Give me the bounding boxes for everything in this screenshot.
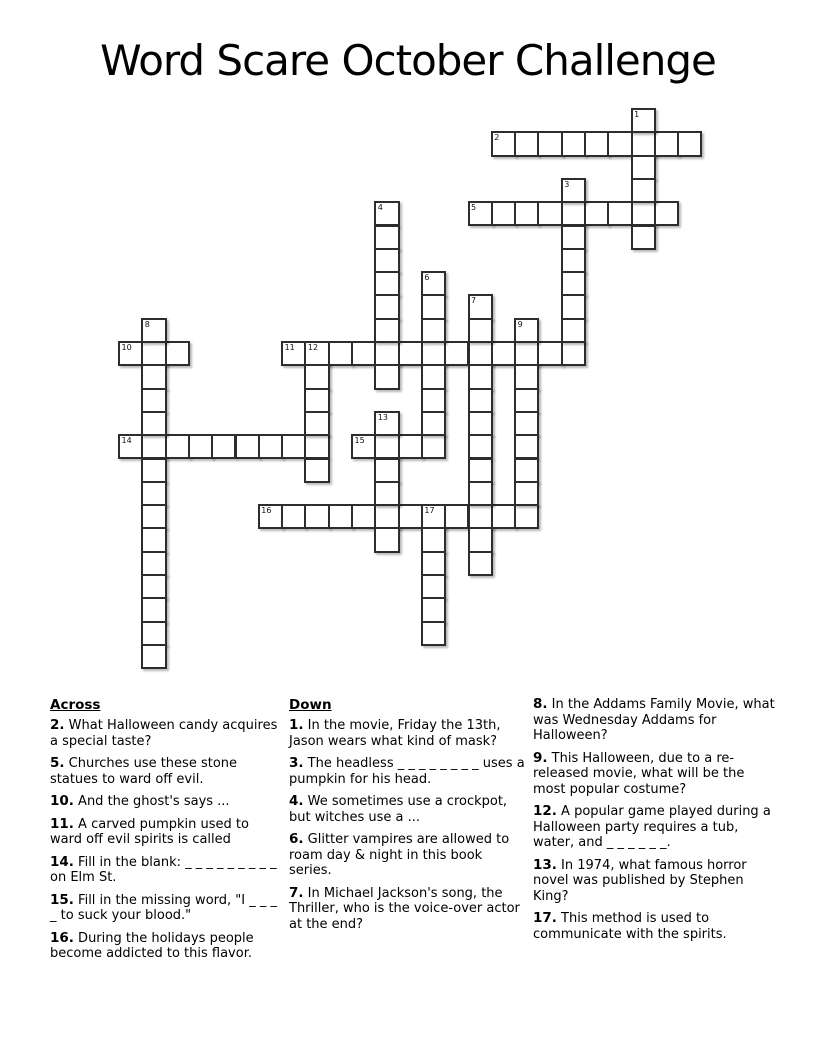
clue-item (289, 756, 527, 787)
clue-number: 8. (533, 696, 548, 712)
clue-number: 16. (50, 929, 74, 946)
clue-number: 13. (533, 856, 557, 873)
clue-number: 7. (289, 884, 304, 901)
cell-number: 15 (354, 436, 365, 446)
clue-item (533, 804, 775, 851)
clue-number: 4. (289, 793, 304, 809)
clue-text: In the movie, Friday the 13th, Jason wears what kind of mask? (289, 718, 501, 749)
clue-item (50, 931, 283, 962)
cell-number: 16 (261, 506, 272, 516)
clue-text: This Halloween, due to a re-released movie, what will be the most popular costume? (533, 750, 745, 797)
clue-item (50, 893, 283, 924)
clue-number: 9. (533, 749, 548, 766)
clue-item (50, 756, 283, 787)
clue-text: Fill in the blank: _ _ _ _ _ _ _ _ _ on Elm St. (50, 854, 277, 885)
across-heading: Across (50, 697, 101, 713)
clue-item (289, 886, 527, 933)
clue-item (533, 911, 775, 942)
cell-number: 4 (377, 203, 383, 213)
clue-text: Churches use these stone statues to ward off evil. (50, 756, 238, 787)
clue-item (533, 751, 775, 798)
clue-text: Glitter vampires are allowed to roam day & night in this book series. (289, 832, 510, 878)
down-heading: Down (289, 697, 332, 713)
clue-item (50, 817, 283, 848)
clue-text: The headless _ _ _ _ _ _ _ _ uses a pumpkin for his head. (289, 756, 525, 787)
clue-item (533, 858, 775, 905)
cell-number: 2 (494, 133, 500, 143)
clue-item (289, 794, 527, 825)
cell-number: 3 (564, 179, 570, 189)
clue-item (50, 718, 283, 749)
clue-item (50, 855, 283, 886)
clue-number: 14. (50, 853, 74, 870)
cell-number: 11 (284, 343, 295, 352)
clue-number: 11. (50, 815, 74, 832)
puzzle-title: Word Scare October Challenge (100, 36, 716, 85)
clue-text: A carved pumpkin used to ward off evil spirits is called (50, 816, 249, 847)
cell-number: 12 (307, 343, 319, 352)
cell-number: 14 (121, 436, 132, 446)
clue-text: What Halloween candy acquires a special taste? (50, 718, 278, 749)
clue-number: 3. (289, 755, 304, 771)
clue-number: 5. (50, 755, 65, 771)
clue-text: In 1974, what famous horror novel was published by Stephen King? (533, 857, 747, 904)
cell-number: 1 (634, 110, 640, 119)
cell-number: 13 (377, 412, 388, 422)
clue-number: 2. (50, 717, 65, 733)
clue-number: 17. (533, 910, 557, 926)
clue-number: 6. (289, 831, 304, 847)
clue-number: 12. (533, 803, 557, 819)
clue-text: A popular game played during a Halloween party requires a tub, water, and _ _ _ _ _ _. (533, 804, 771, 850)
clue-item (50, 794, 283, 810)
clue-text: In the Addams Family Movie, what was Wednesday Addams for Halloween? (533, 697, 775, 743)
cell-number: 9 (517, 319, 523, 329)
clue-text: And the ghost's says ... (73, 794, 230, 809)
clue-item (289, 832, 527, 879)
clue-item (533, 697, 775, 744)
cell-number: 17 (424, 506, 435, 516)
clue-number: 15. (50, 891, 74, 908)
cell-number: 7 (471, 296, 477, 306)
clue-number: 10. (50, 793, 74, 809)
cell-number: 10 (121, 343, 132, 352)
down-clues-column (289, 697, 527, 939)
down-clues-continued-column (533, 697, 775, 949)
cell-number: 8 (144, 319, 150, 329)
clue-text: We sometimes use a crockpot, but witches use a ... (289, 794, 508, 825)
clue-text: During the holidays people become addicted to this flavor. (50, 930, 254, 961)
clue-text: This method is used to communicate with the spirits. (533, 911, 727, 942)
across-clues-column (50, 697, 283, 969)
cell-number: 6 (424, 273, 430, 283)
clue-text: Fill in the missing word, "I _ _ _ _ to suck your blood." (50, 892, 277, 923)
clue-item (289, 718, 527, 749)
clue-text: In Michael Jackson's song, the Thriller, who is the voice-over actor at the end? (289, 885, 520, 932)
cell-number: 5 (471, 203, 477, 213)
clue-number: 1. (289, 717, 304, 733)
